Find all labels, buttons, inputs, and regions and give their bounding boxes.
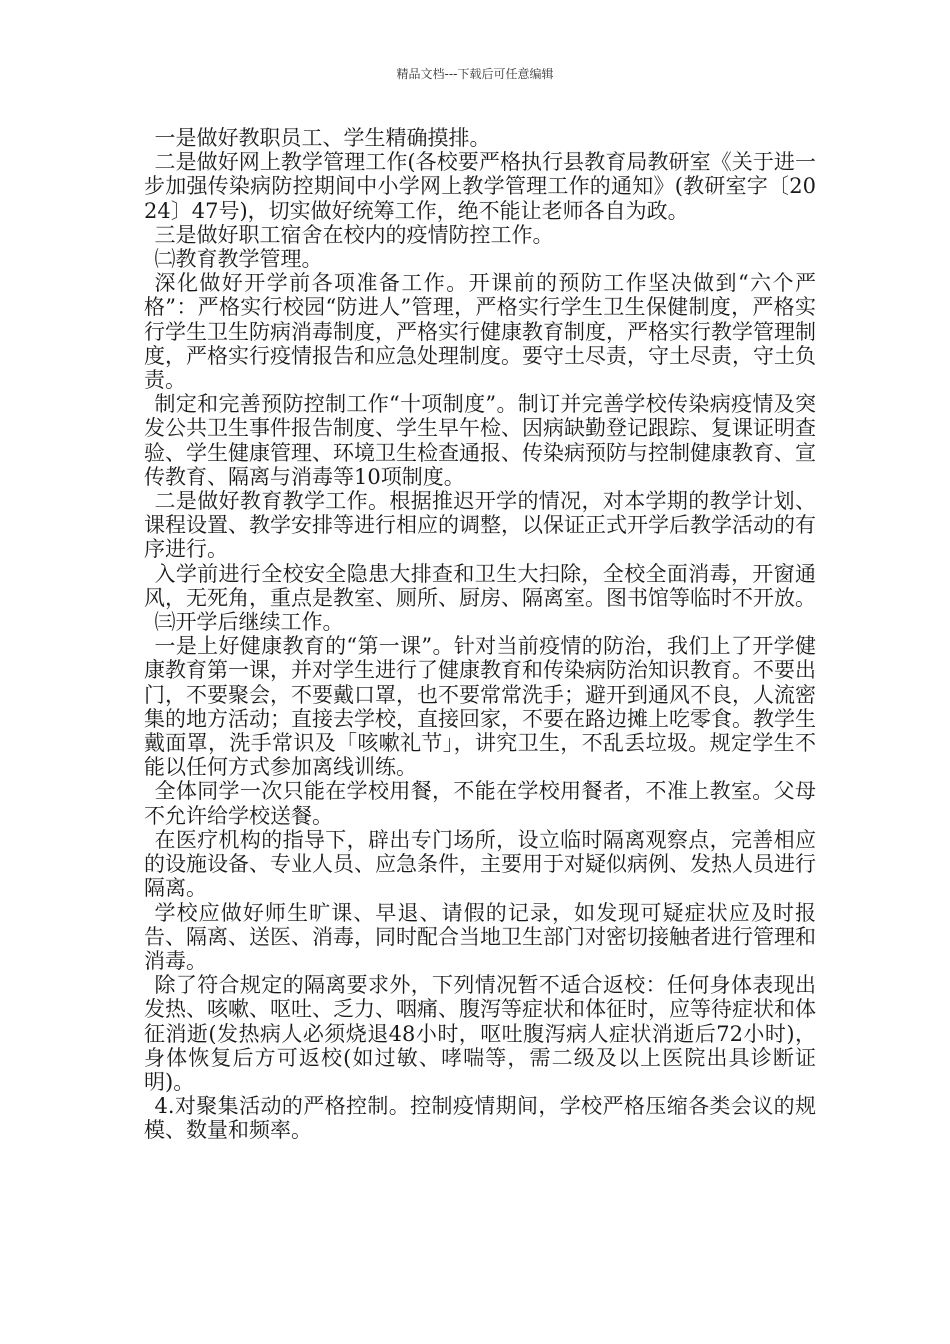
paragraph-3: 三是做好职工宿舍在校内的疫情防控工作。	[154, 222, 554, 247]
paragraph-1: 一是做好教职员工、学生精确摸排。	[154, 126, 491, 150]
paragraph-15: 4.对聚集活动的严格控制。控制疫情期间，学校严格压缩各类会议的规模、数量和频率。	[144, 1094, 816, 1143]
paragraph-10: 一是上好健康教育的“第一课”。针对当前疫情的防治，我们上了开学健康教育第一课，并对学生进行了健康教育和传染病防治知识教育。不要出门，不要聚会，不要戴口罩，也不要常常洗手；避开到通风不良，人流密集的地方活动；直接去学校，直接回家，不要在路边摊上吃零食。教学生戴面罩，洗手常识及「咳嗽礼节」，讲究卫生，不乱丢垃圾。规定学生不能以任何方式参加离线训练。	[144, 634, 816, 780]
paragraph-6: 制定和完善预防控制工作“十项制度”。制订并完善学校传染病疫情及突发公共卫生事件报告制度、学生早午检、因病缺勤登记跟踪、复课证明查验、学生健康管理、环境卫生检查通报、传染病预防与控制健康教育、宣传教育、隔离与消毒等10项制度。	[144, 392, 816, 489]
paragraph-12: 在医疗机构的指导下，辟出专门场所，设立临时隔离观察点，完善相应的设施设备、专业人员、应急条件，主要用于对疑似病例、发热人员进行隔离。	[144, 827, 816, 901]
section-heading-3: ㈢开学后继续工作。	[154, 610, 344, 635]
paragraph-5: 深化做好开学前各项准备工作。开课前的预防工作坚决做到“六个严格”：严格实行校园“防进人”管理，严格实行学生卫生保健制度，严格实行学生卫生防病消毒制度，严格实行健康教育制度，严格实行教学管理制度，严格实行疫情报告和应急处理制度。要守土尽责，守土尽责，守土负责。	[144, 271, 816, 393]
paragraph-11: 全体同学一次只能在学校用餐，不能在学校用餐者，不准上教室。父母不允许给学校送餐。	[144, 779, 816, 828]
page-header: 精品文档---下载后可任意编辑	[396, 67, 554, 81]
paragraph-2: 二是做好网上教学管理工作(各校要严格执行县教育局教研室《关于进一步加强传染病防控期间中小学网上教学管理工作的通知》(教研室字〔2024〕47号)，切实做好统筹工作，绝不能让老师各自为政。	[144, 150, 816, 223]
paragraph-7: 二是做好教育教学工作。根据推迟开学的情况，对本学期的教学计划、课程设置、教学安排等进行相应的调整，以保证正式开学后教学活动的有序进行。	[144, 489, 816, 562]
document-body	[144, 126, 816, 1143]
paragraph-14: 除了符合规定的隔离要求外，下列情况暂不适合返校：任何身体表现出发热、咳嗽、呕吐、乏力、咽痛、腹泻等症状和体征时，应等待症状和体征消逝(发热病人必须烧退48小时，呕吐腹泻病人症状消逝后72小时)，身体恢复后方可返校(如过敏、哮喘等，需二级及以上医院出具诊断证明)。	[144, 973, 816, 1094]
paragraph-8: 入学前进行全校安全隐患大排查和卫生大扫除，全校全面消毒，开窗通风，无死角，重点是教室、厕所、厨房、隔离室。图书馆等临时不开放。	[144, 561, 816, 610]
section-heading-2: ㈡教育教学管理。	[154, 247, 323, 272]
paragraph-13: 学校应做好师生旷课、早退、请假的记录，如发现可疑症状应及时报告、隔离、送医、消毒，同时配合当地卫生部门对密切接触者进行管理和消毒。	[144, 900, 816, 973]
